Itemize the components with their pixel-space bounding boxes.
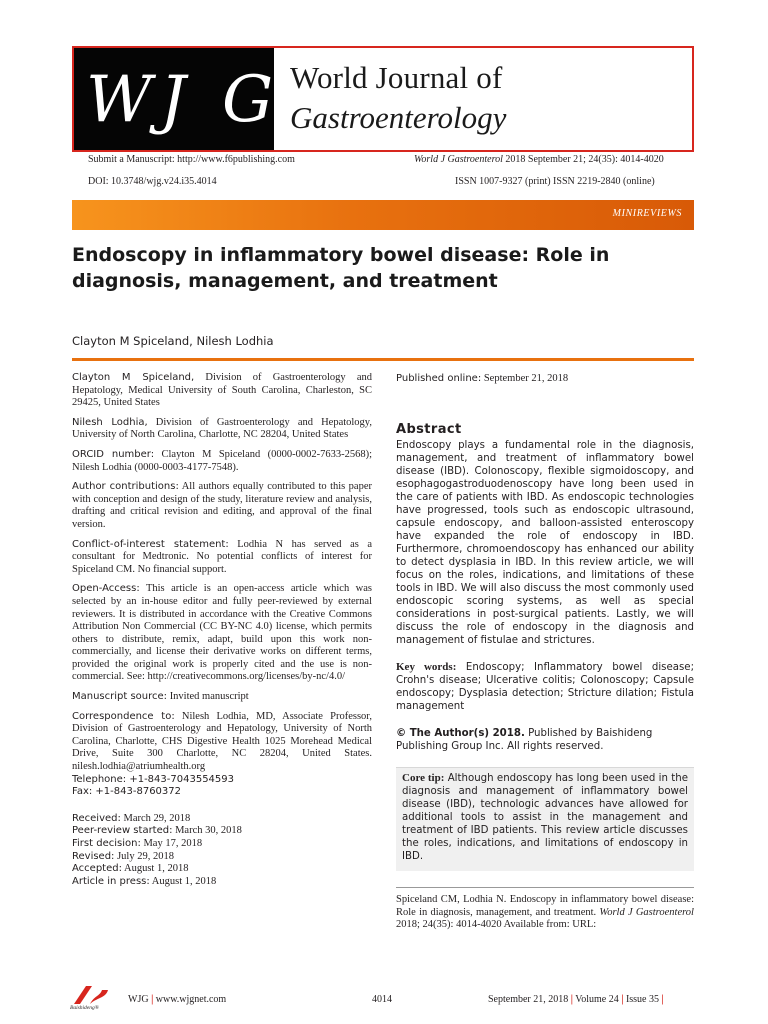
submit-manuscript-link[interactable]: Submit a Manuscript: http://www.f6publishing.com [88, 154, 295, 165]
open-access-label: Open-Access: [72, 583, 140, 595]
affiliation-2-text: Division of Gastroenterology and Hepatology, University of North Carolina, Charlotte, NC 28204, United States [72, 416, 373, 441]
history-dates [72, 813, 372, 889]
journal-logo [74, 48, 274, 150]
logo-letter-w: W [86, 63, 152, 137]
affiliation-1-text: Division of Gastroenterology and Hepatology, Medical University of South Carolina, Charleston, SC 29425, United States [72, 372, 372, 409]
affiliation-1-name: Clayton M Spiceland, [72, 372, 195, 383]
issn: ISSN 1007-9327 (print) ISSN 2219-2840 (online) [455, 176, 655, 187]
citation-line [414, 154, 664, 165]
title-divider [72, 358, 694, 361]
footer-separator: | [661, 994, 664, 1005]
date-value: May 17, 2018 [140, 838, 203, 849]
keywords-text: Endoscopy; Inflammatory bowel disease; Crohn's disease; Ulcerative colitis; Colonoscopy; Capsule endoscopy; Dysplasia detection; Stricture dilation; Fistula management [396, 662, 694, 712]
date-in-press [72, 876, 372, 889]
core-tip-label: Core tip: [402, 772, 445, 784]
core-tip-text: Although endoscopy has long been used in the diagnosis and management of inflammatory bowel disease (IBD), technologic advances have allowed for additional tools to assist in the management and treatment of IBD patients. This review article discusses the roles, indications, and limitations of endoscopy in IBD. [402, 773, 688, 862]
citation-box [396, 887, 694, 932]
coi-label: Conflict-of-interest statement: [72, 538, 229, 550]
keywords-label: Key words: [396, 661, 457, 673]
article-authors: Clayton M Spiceland, Nilesh Lodhia [72, 334, 274, 348]
contributions-text: All authors equally contributed to this paper with conception and design of the study, literature review and analysis, drafting and critical revision and editing, and approval of the final version. [72, 481, 372, 530]
footer-separator: | [151, 994, 154, 1005]
citation-journal: World J Gastroenterol [414, 154, 503, 165]
telephone: Telephone: +1-843-7043554593 [72, 773, 235, 785]
keywords [396, 661, 694, 713]
published-date: September 21, 2018 [481, 373, 569, 384]
author-contributions [72, 481, 372, 531]
logo-letter-j: J [160, 63, 186, 137]
date-value: July 29, 2018 [114, 850, 174, 862]
date-label: Received: [72, 812, 121, 824]
publisher-logo-text: Baishideng® [70, 1005, 99, 1011]
open-access [72, 583, 372, 684]
correspondence-text: Nilesh Lodhia, MD, Associate Professor, Division of Gastroenterology and Hepatology, University of North Carolina, Charlotte, CHS Digestive Health 1025 Morehead Medical Drive, Suite 300 Charlotte, NC 28204, United States. nilesh.lodhia@atriumhealth.org [72, 710, 372, 773]
orcid-label: ORCID number: [72, 448, 155, 460]
journal-name-line1: World Journal of [290, 60, 503, 95]
footer-right [488, 994, 664, 1005]
abstract-heading: Abstract [396, 422, 462, 437]
date-value: August 1, 2018 [149, 875, 217, 887]
footer-date: September 21, 2018 [488, 994, 569, 1005]
published-online [396, 372, 694, 385]
date-label: Accepted: [72, 863, 122, 875]
date-accepted [72, 863, 372, 876]
coi-text: Lodhia N has served as a consultant for Medtronic. No potential conflicts of interest for Spiceland CM. No financial support. [72, 538, 372, 575]
date-first-decision [72, 838, 372, 851]
category-bar [72, 200, 694, 230]
orcid [72, 449, 372, 474]
footer-journal: WJG [128, 994, 149, 1005]
front-matter-column [72, 372, 372, 888]
footer-separator: | [621, 994, 624, 1005]
date-value: March 30, 2018 [172, 825, 242, 837]
copyright-text: Published by Baishideng Publishing Group Inc. All rights reserved. [396, 728, 653, 752]
correspondence-label: Correspondence to: [72, 710, 175, 722]
orcid-text: Clayton M Spiceland (0000-0002-7633-2568); Nilesh Lodhia (0000-0003-4177-7548). [72, 448, 372, 473]
journal-name-line2: Gastroenterology [290, 100, 507, 135]
page-number: 4014 [372, 994, 392, 1005]
abstract-text: Endoscopy plays a fundamental role in the diagnosis, management, and treatment of inflammatory bowel disease (IBD). Colonoscopy, flexible sigmoidoscopy, and esophagogastroduodenoscopy have long been used in the care of patients with IBD. As endoscopic technologies have progressed, tools such as endoscopic ultrasound, capsule endoscopy, and balloon-assisted enteroscopy have expanded the role of endoscopy in IBD. Furthermore, chromoendoscopy has enhanced our ability to detect dysplasia in IBD. In this review article, we will focus on the roles, indications, and limitations of these tools in IBD. We will also discuss the most commonly used endoscopic scoring systems, as well as special considerations in post-surgical patients. Lastly, we will discuss the role of endoscopy in the diagnosis and management of fistulae and strictures. [396, 440, 694, 646]
copyright [396, 727, 694, 753]
footer-separator: | [570, 994, 573, 1005]
doi[interactable]: DOI: 10.3748/wjg.v24.i35.4014 [88, 176, 217, 187]
copyright-bold: © The Author(s) 2018. [396, 728, 525, 739]
date-label: Revised: [72, 850, 115, 862]
cite-journal: World J Gastroenterol [599, 906, 694, 918]
citation-rest: 2018 September 21; 24(35): 4014-4020 [502, 154, 664, 165]
footer-left [128, 994, 226, 1005]
affiliation-2-name: Nilesh Lodhia, [72, 416, 148, 428]
affiliation-1 [72, 372, 372, 410]
footer-volume: Volume 24 [575, 994, 619, 1005]
cite-rest: 2018; 24(35): 4014-4020 Available from: URL: [396, 919, 597, 931]
logo-letter-g: G [222, 63, 274, 137]
source-text: Invited manuscript [167, 691, 249, 703]
affiliation-2 [72, 417, 372, 442]
date-label: Peer-review started: [72, 825, 173, 837]
correspondence [72, 711, 372, 774]
conflict-of-interest [72, 539, 372, 577]
article-title: Endoscopy in inflammatory bowel disease: Role in diagnosis, management, and treatment [72, 244, 610, 292]
date-peer-review [72, 825, 372, 838]
date-received [72, 813, 372, 826]
footer-website[interactable]: www.wjgnet.com [155, 994, 227, 1005]
footer-issue: Issue 35 [625, 994, 659, 1005]
date-label: Article in press: [72, 875, 150, 887]
abstract-column [396, 372, 694, 932]
date-value: August 1, 2018 [121, 863, 189, 875]
publisher-logo-icon [70, 984, 110, 1006]
fax: Fax: +1-843-8760372 [72, 786, 182, 798]
open-access-text: This article is an open-access article which was selected by an in-house editor and fully peer-reviewed by external reviewers. It is distributed in accordance with the Creative Commons Attribution Non Commercial (CC BY-NC 4.0) license, which permits others to distribute, remix, adapt, build upon this work non-commercially, and license their derivative works on different terms, provided the original work is properly cited and the use is non-commercial. See: http://creativecommons.org/licenses/by-nc/4.0/ [72, 583, 372, 683]
source-label: Manuscript source: [72, 691, 168, 703]
core-tip-box [396, 767, 694, 871]
manuscript-source [72, 691, 372, 704]
date-label: First decision: [72, 838, 141, 849]
date-value: March 29, 2018 [120, 812, 191, 824]
published-label: Published online: [396, 373, 482, 384]
cite-text: Spiceland CM, Lodhia N. Endoscopy in inflammatory bowel disease: Role in diagnosis, management, and treatment. [396, 894, 694, 918]
category-label: MINIREVIEWS [612, 208, 682, 219]
date-revised [72, 851, 372, 864]
contributions-label: Author contributions: [72, 481, 179, 493]
